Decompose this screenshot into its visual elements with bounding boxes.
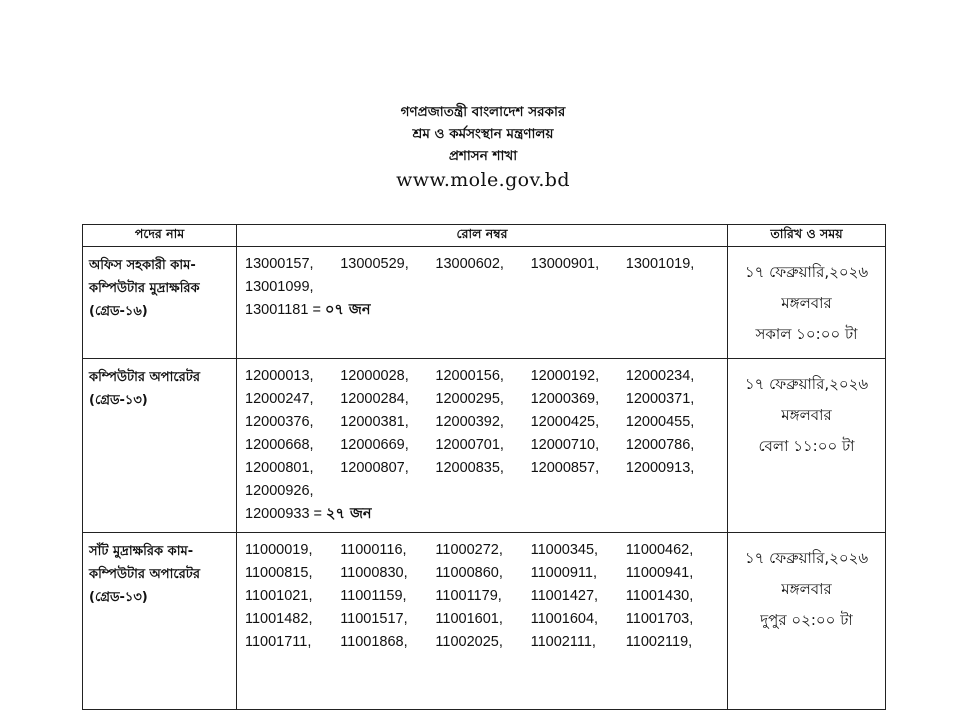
roll-number: 12000807, — [340, 460, 409, 476]
ministry-name: শ্রম ও কর্মসংস্থান মন্ত্রণালয় — [412, 126, 554, 142]
roll-number: 11000941, — [625, 565, 694, 581]
post-name-cell — [83, 533, 237, 710]
roll-number: 12000425, — [530, 414, 600, 430]
post-name-line: অফিস সহকারী কাম- — [89, 258, 196, 273]
roll-number: 11000815, — [245, 565, 313, 581]
exam-schedule-table — [82, 224, 886, 710]
roll-number: 12000392, — [435, 414, 504, 430]
roll-number: 11001159, — [340, 588, 407, 604]
roll-numbers-cell — [237, 533, 728, 710]
roll-number: 11002111, — [530, 634, 596, 650]
roll-number: 13001181 = — [245, 302, 321, 318]
roll-number: 11001601, — [435, 611, 503, 627]
post-name-line: সাঁট মুদ্রাক্ষরিক কাম- — [89, 544, 194, 559]
total-line — [245, 299, 721, 322]
roll-number: 11001021, — [245, 588, 313, 604]
post-name-line: কম্পিউটার অপারেটর — [89, 567, 200, 582]
table-row — [83, 247, 886, 359]
roll-number: 12000369, — [530, 391, 600, 407]
header-roll-number: রোল নম্বর — [237, 225, 728, 247]
roll-number: 12000284, — [340, 391, 409, 407]
roll-number: 12000376, — [245, 414, 314, 430]
roll-number: 12000192, — [530, 368, 600, 384]
candidate-total: ০৭ জন — [324, 302, 371, 318]
roll-number: 12000857, — [530, 460, 600, 476]
post-name-line: কম্পিউটার মুদ্রাক্ষরিক — [89, 281, 200, 296]
roll-numbers-cell — [237, 359, 728, 533]
roll-number: 11000116, — [340, 542, 407, 558]
roll-number: 12000234, — [625, 368, 695, 384]
exam-date: ১৭ ফেব্রুয়ারি,২০২৬ — [744, 375, 869, 393]
exam-time: বেলা ১১:০০ টা — [758, 437, 855, 455]
roll-number: 12000455, — [625, 414, 695, 430]
table-header-row — [83, 225, 886, 247]
date-time-cell — [728, 247, 886, 359]
roll-number: 12000710, — [530, 437, 600, 453]
roll-number: 13000529, — [340, 256, 409, 272]
government-title: গণপ্রজাতন্ত্রী বাংলাদেশ সরকার — [400, 104, 566, 120]
exam-day: মঙ্গলবার — [781, 294, 832, 312]
exam-date: ১৭ ফেব্রুয়ারি,২০২৬ — [744, 263, 869, 281]
roll-number: 12000247, — [245, 391, 314, 407]
post-name-line: (গ্রেড-১৩) — [89, 590, 148, 605]
header-post-name: পদের নাম — [83, 225, 237, 247]
header-date-time: তারিখ ও সময় — [728, 225, 886, 247]
roll-number: 12000371, — [625, 391, 695, 407]
roll-number: 13000157, — [245, 256, 314, 272]
roll-number: 11000462, — [625, 542, 694, 558]
roll-number: 11001427, — [530, 588, 599, 604]
exam-time: সকাল ১০:০০ টা — [755, 325, 858, 343]
roll-number: 11000272, — [435, 542, 503, 558]
roll-number: 12000381, — [340, 414, 409, 430]
roll-number: 13000602, — [435, 256, 504, 272]
roll-number: 12000786, — [625, 437, 695, 453]
post-name-line: (গ্রেড-১৩) — [89, 393, 148, 408]
roll-number: 11000830, — [340, 565, 408, 581]
roll-number: 12000701, — [435, 437, 504, 453]
document-header — [0, 101, 966, 193]
roll-number: 12000913, — [625, 460, 695, 476]
post-name-cell — [83, 247, 237, 359]
roll-number: 11001711, — [245, 634, 312, 650]
roll-number: 12000295, — [435, 391, 504, 407]
roll-number: 12000156, — [435, 368, 504, 384]
roll-number: 12000013, — [245, 368, 314, 384]
total-line — [245, 503, 721, 526]
date-time-cell — [728, 359, 886, 533]
roll-number: 11001868, — [340, 634, 408, 650]
roll-number: 11000019, — [245, 542, 313, 558]
roll-numbers-cell — [237, 247, 728, 359]
post-name-line: (গ্রেড-১৬) — [89, 304, 148, 319]
roll-number: 11001604, — [530, 611, 599, 627]
exam-day: মঙ্গলবার — [781, 406, 832, 424]
roll-number-grid — [245, 539, 721, 654]
table-row — [83, 533, 886, 710]
roll-number: 11002119, — [625, 634, 693, 650]
roll-number: 11001517, — [340, 611, 408, 627]
roll-number: 11000860, — [435, 565, 503, 581]
exam-time: দুপুর ০২:০০ টা — [760, 611, 853, 629]
table-row — [83, 359, 886, 533]
roll-number-grid — [245, 365, 721, 503]
exam-date: ১৭ ফেব্রুয়ারি,২০২৬ — [744, 549, 869, 567]
exam-day: মঙ্গলবার — [781, 580, 832, 598]
roll-number: 12000669, — [340, 437, 409, 453]
roll-number: 12000926, — [245, 483, 314, 499]
roll-number: 13001099, — [245, 279, 314, 295]
roll-number: 13000901, — [530, 256, 600, 272]
branch-name: প্রশাসন শাখা — [448, 148, 518, 164]
roll-number: 12000668, — [245, 437, 314, 453]
roll-number: 12000835, — [435, 460, 504, 476]
roll-number-grid — [245, 253, 721, 299]
roll-number: 11000345, — [530, 542, 599, 558]
roll-number: 12000028, — [340, 368, 409, 384]
roll-number: 12000801, — [245, 460, 314, 476]
roll-number: 11001703, — [625, 611, 694, 627]
roll-number: 11001430, — [625, 588, 694, 604]
post-name-cell — [83, 359, 237, 533]
roll-number: 13001019, — [625, 256, 695, 272]
website-link[interactable]: www.mole.gov.bd — [396, 169, 570, 191]
roll-number: 11001482, — [245, 611, 313, 627]
roll-number: 11000911, — [530, 565, 597, 581]
roll-number: 12000933 = — [245, 506, 323, 522]
roll-number: 11002025, — [435, 634, 503, 650]
roll-number: 11001179, — [435, 588, 502, 604]
date-time-cell — [728, 533, 886, 710]
post-name-line: কম্পিউটার অপারেটর — [89, 370, 200, 385]
candidate-total: ২৭ জন — [326, 506, 372, 522]
